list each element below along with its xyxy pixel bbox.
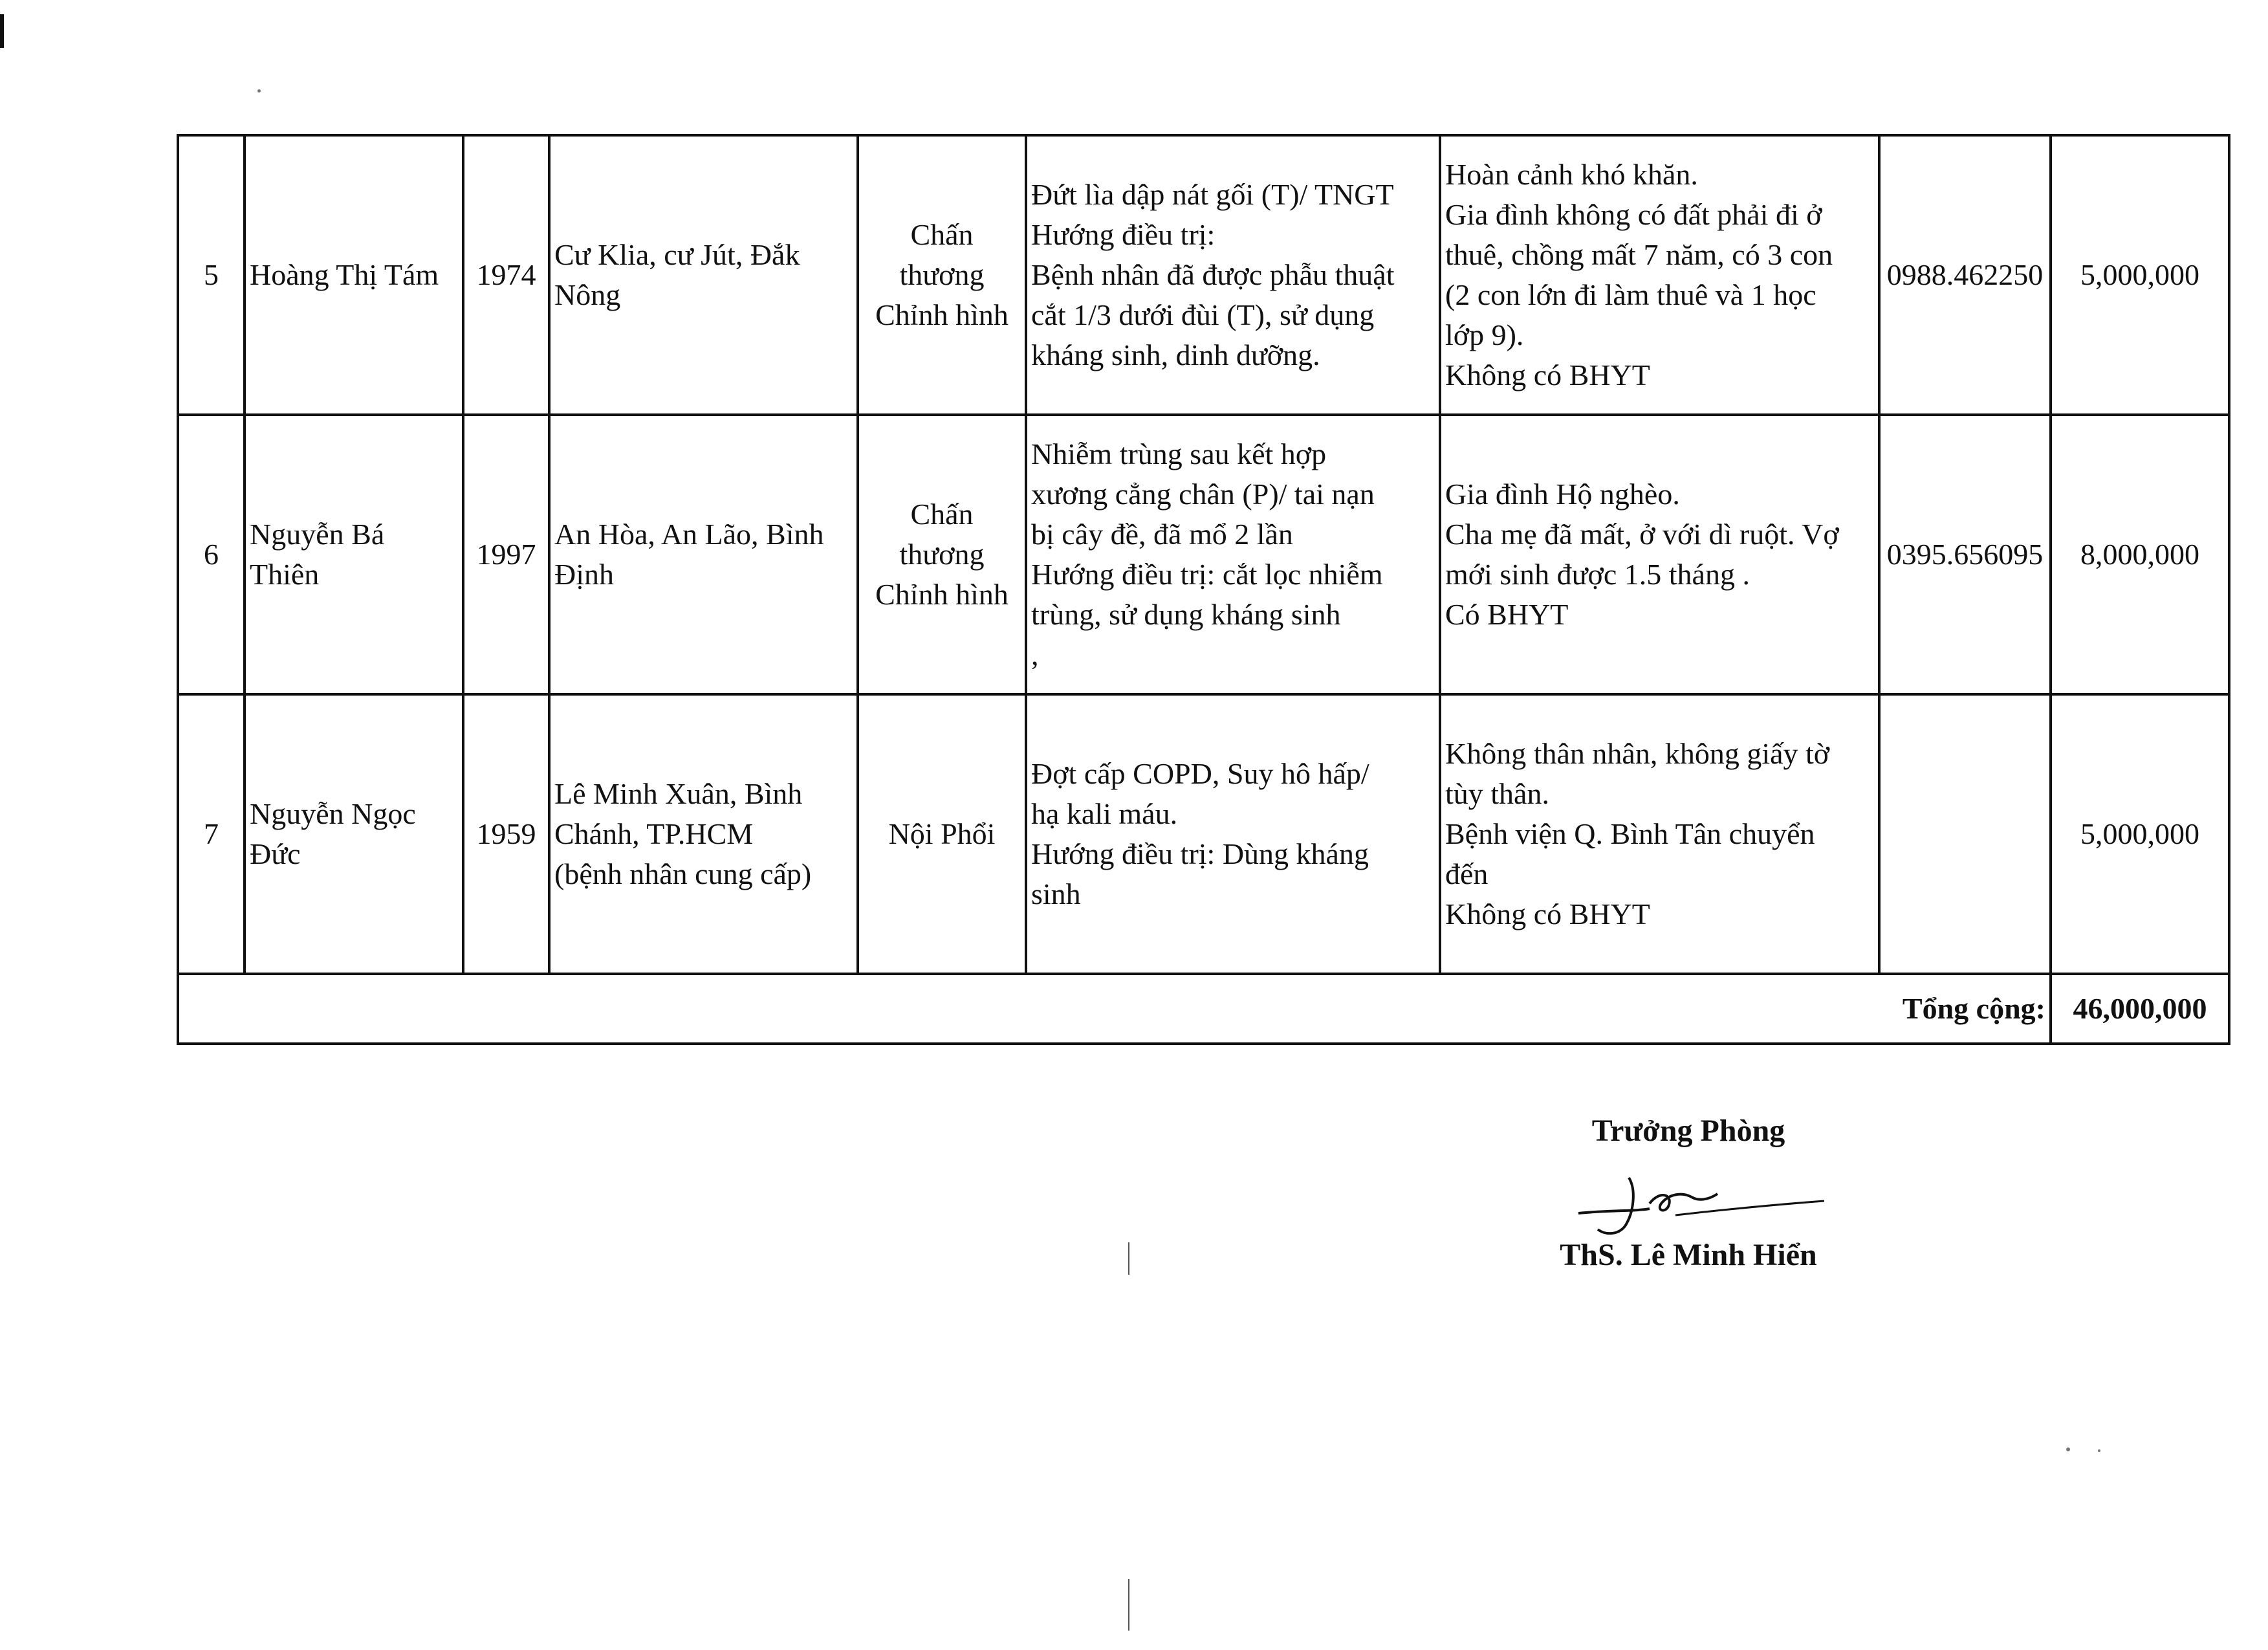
cell-birth-year: 1959 bbox=[463, 694, 549, 974]
cell-phone bbox=[1879, 694, 2051, 974]
cell-circumstance: Không thân nhân, không giấy tờ tùy thân. Bệnh viện Q. Bình Tân chuyển đến Không có BHYT bbox=[1440, 694, 1879, 974]
cell-birth-year: 1997 bbox=[463, 415, 549, 694]
cell-circumstance: Gia đình Hộ nghèo. Cha mẹ đã mất, ở với dì ruột. Vợ mới sinh được 1.5 tháng . Có BHYT bbox=[1440, 415, 1879, 694]
cell-address: An Hòa, An Lão, Bình Định bbox=[549, 415, 858, 694]
total-amount: 46,000,000 bbox=[2051, 974, 2229, 1044]
signature-title: Trưởng Phòng bbox=[1591, 1114, 1785, 1148]
cell-amount: 5,000,000 bbox=[2051, 135, 2229, 415]
cell-diagnosis: Đứt lìa dập nát gối (T)/ TNGT Hướng điều trị: Bệnh nhân đã được phẫu thuật cắt 1/3 dưới đùi (T), sử dụng kháng sinh, dinh dưỡng. bbox=[1026, 135, 1440, 415]
cell-phone: 0988.462250 bbox=[1879, 135, 2051, 415]
cell-patient-name: Nguyễn Bá Thiên bbox=[245, 415, 463, 694]
cell-patient-name: Nguyễn Ngọc Đức bbox=[245, 694, 463, 974]
total-label: Tổng cộng: bbox=[178, 974, 2051, 1044]
cell-department: Chấn thương Chỉnh hình bbox=[858, 135, 1026, 415]
cell-number: 6 bbox=[178, 415, 245, 694]
cell-number: 5 bbox=[178, 135, 245, 415]
signer-name: ThS. Lê Minh Hiển bbox=[1560, 1238, 1817, 1272]
cell-diagnosis: Nhiễm trùng sau kết hợp xương cẳng chân (P)/ tai nạn bị cây đề, đã mổ 2 lần Hướng điều trị: cắt lọc nhiễm trùng, sử dụng kháng sinh , bbox=[1026, 415, 1440, 694]
table-row bbox=[178, 694, 2229, 974]
cell-amount: 5,000,000 bbox=[2051, 694, 2229, 974]
cell-amount: 8,000,000 bbox=[2051, 415, 2229, 694]
total-row bbox=[178, 974, 2229, 1044]
scan-edge-mark bbox=[0, 14, 4, 48]
cell-birth-year: 1974 bbox=[463, 135, 549, 415]
table-row bbox=[178, 415, 2229, 694]
scan-speck bbox=[2098, 1449, 2100, 1452]
table-row bbox=[178, 135, 2229, 415]
cell-department: Chấn thương Chỉnh hình bbox=[858, 415, 1026, 694]
cell-address: Lê Minh Xuân, Bình Chánh, TP.HCM (bệnh nhân cung cấp) bbox=[549, 694, 858, 974]
cell-department: Nội Phổi bbox=[858, 694, 1026, 974]
cell-number: 7 bbox=[178, 694, 245, 974]
cell-circumstance: Hoàn cảnh khó khăn. Gia đình không có đất phải đi ở thuê, chồng mất 7 năm, có 3 con (2 con lớn đi làm thuê và 1 học lớp 9). Không có BHYT bbox=[1440, 135, 1879, 415]
scan-speck bbox=[257, 89, 261, 93]
scan-fold-line bbox=[1128, 1242, 1129, 1275]
cell-phone: 0395.656095 bbox=[1879, 415, 2051, 694]
cell-diagnosis: Đợt cấp COPD, Suy hô hấp/ hạ kali máu. Hướng điều trị: Dùng kháng sinh bbox=[1026, 694, 1440, 974]
records-table bbox=[177, 134, 2230, 1045]
scan-fold-line bbox=[1128, 1579, 1129, 1631]
cell-patient-name: Hoàng Thị Tám bbox=[245, 135, 463, 415]
scan-speck bbox=[2066, 1447, 2070, 1451]
cell-address: Cư Klia, cư Jút, Đắk Nông bbox=[549, 135, 858, 415]
handwritten-signature bbox=[1553, 1165, 1850, 1242]
